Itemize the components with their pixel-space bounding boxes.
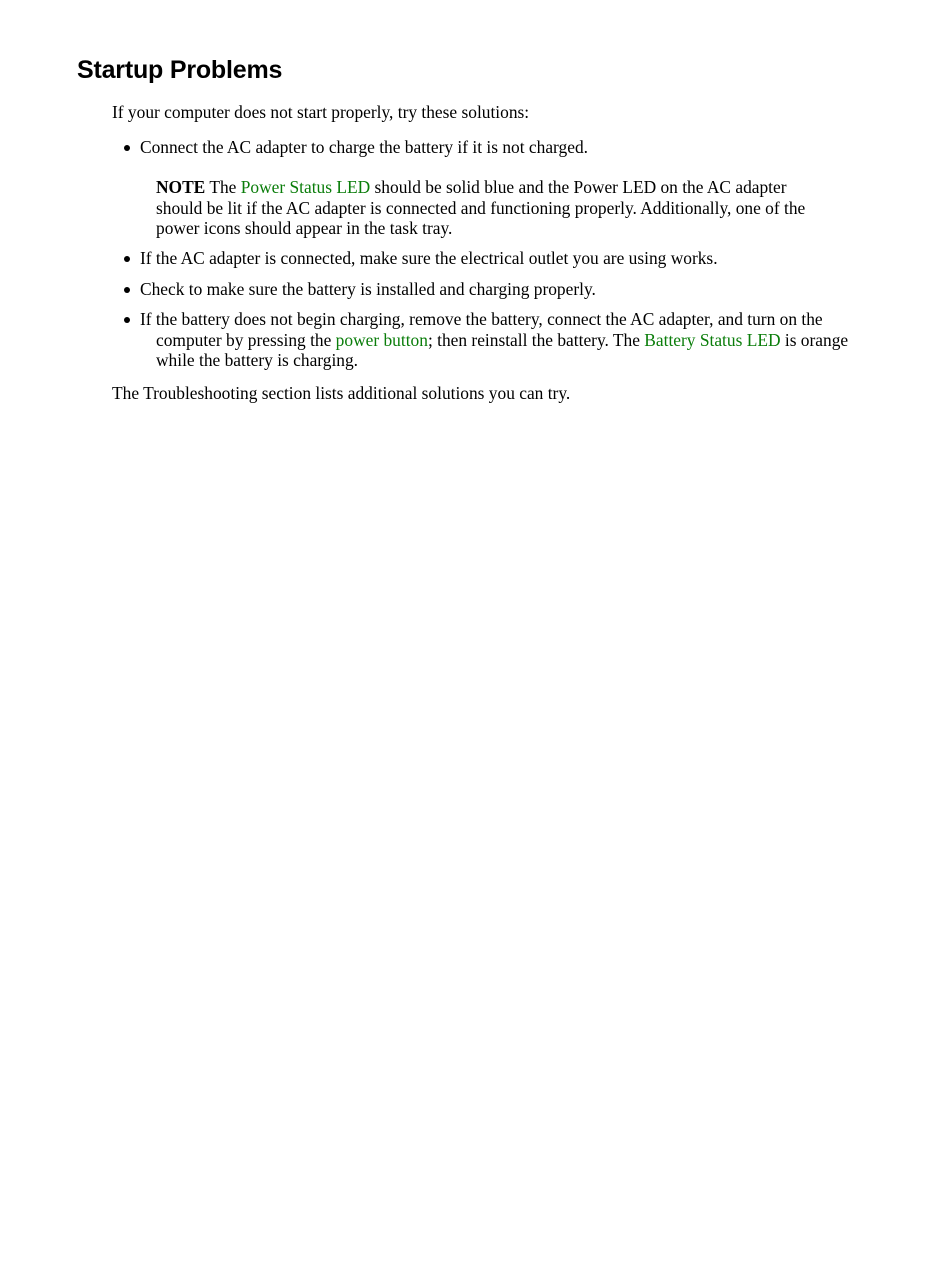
list-item-text-part: is orange while the battery is charging.	[156, 329, 849, 370]
list-item-text: Connect the AC adapter to charge the battery if it is not charged.	[140, 137, 588, 157]
note-block	[156, 177, 831, 239]
bullet-icon	[124, 145, 130, 151]
list-item-text-part: If the battery does not begin charging, remove the battery, connect the AC adapter, and turn on the computer by pressing the	[140, 309, 823, 350]
list-item-text: Check to make sure the battery is installed and charging properly.	[140, 279, 596, 299]
list-item-text	[140, 309, 861, 371]
intro-paragraph: If your computer does not start properly, try these solutions:	[112, 102, 530, 122]
power-button-link[interactable]: power button	[335, 329, 428, 350]
battery-status-led-link[interactable]: Battery Status LED	[644, 329, 781, 350]
note-text-part: should be solid blue and the Power LED on the AC adapter should be lit if the AC adapter is connected and functioning properly. Additionally, one of the power icons should appear in the task tray.	[156, 177, 806, 238]
note-label: NOTE	[156, 177, 206, 197]
bullet-icon	[124, 287, 130, 293]
list-item-text-part: ; then reinstall the battery. The	[427, 329, 645, 350]
power-status-led-link[interactable]: Power Status LED	[240, 177, 371, 197]
bullet-icon	[124, 317, 130, 323]
note-text-part: The	[205, 177, 241, 197]
bullet-icon	[124, 256, 130, 262]
closing-paragraph: The Troubleshooting section lists additional solutions you can try.	[112, 383, 571, 403]
page-title: Startup Problems	[77, 56, 283, 84]
list-item-text: If the AC adapter is connected, make sure the electrical outlet you are using works.	[140, 248, 718, 268]
